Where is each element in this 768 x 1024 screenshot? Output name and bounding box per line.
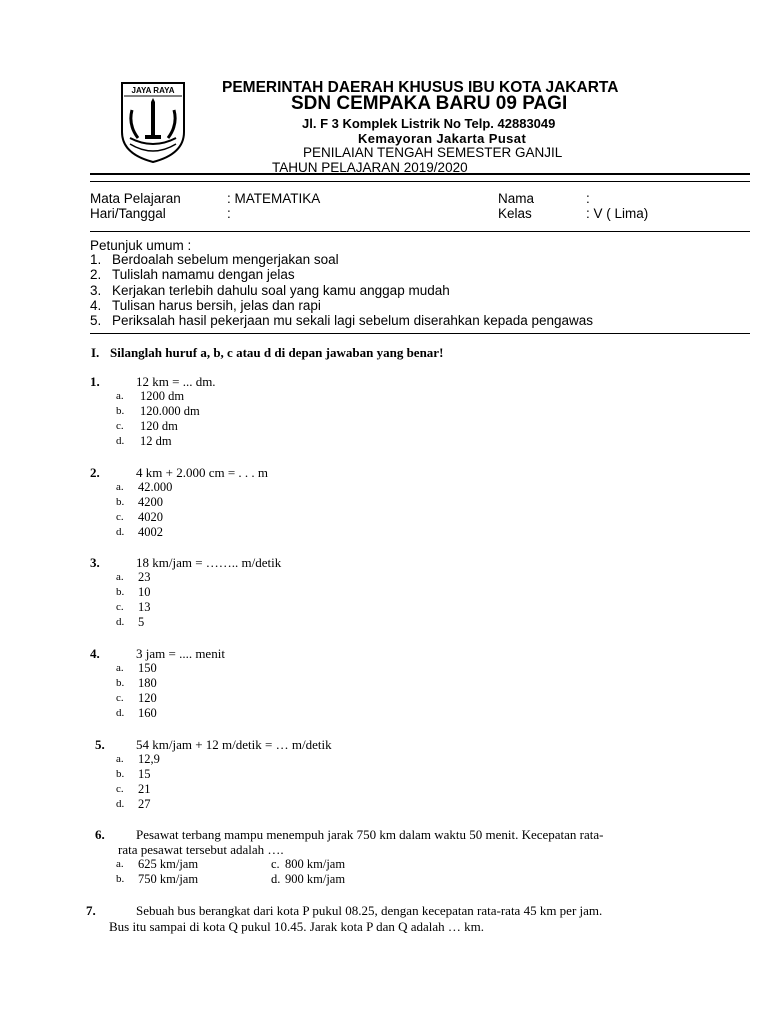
header-academic-year: TAHUN PELAJARAN 2019/2020 [272,160,468,172]
option-letter: b. [116,873,125,885]
date-label: Hari/Tanggal [90,206,166,221]
question-number: 7. [86,903,96,918]
option-letter: c. [116,692,124,704]
subject-value: : MATEMATIKA [227,191,321,206]
option-letter: a. [116,481,124,493]
option-text: 800 km/jam [285,857,346,871]
instruction-number: 3. [90,283,102,298]
option-text: 1200 dm [140,389,185,403]
class-label: Kelas [498,206,532,221]
question-text-continued: Bus itu sampai di kota Q pukul 10.45. Jarak kota P dan Q adalah … km. [109,919,485,934]
option-letter: d. [116,707,125,719]
instruction-item: Berdoalah sebelum mengerjakan soal [112,252,339,267]
question-text: 3 jam = .... menit [136,646,225,661]
question-text-continued: rata pesawat tersebut adalah …. [118,842,284,857]
question-text: 54 km/jam + 12 m/detik = … m/detik [136,737,332,752]
question-number: 6. [95,827,105,842]
instructions-bottom-rule [90,333,750,334]
option-text: 42.000 [138,480,173,494]
option-letter: b. [116,496,125,508]
option-letter: d. [116,798,125,810]
question-text: Pesawat terbang mampu menempuh jarak 750 km dalam waktu 50 menit. Kecepatan rata- [136,827,604,842]
instruction-number: 4. [90,298,102,313]
question-number: 2. [90,465,100,480]
header-divider [90,173,750,175]
option-letter: a. [116,753,124,765]
option-text: 750 km/jam [138,872,199,886]
instruction-item: Tulislah namamu dengan jelas [112,267,295,282]
name-label: Nama [498,191,535,206]
option-text: 21 [138,782,151,796]
question-number: 3. [90,555,100,570]
question-text: 12 km = ... dm. [136,374,216,389]
option-letter: b. [116,677,125,689]
jakarta-emblem-logo [118,80,188,164]
question-number: 1. [90,374,100,389]
date-value: : [227,206,231,221]
option-text: 27 [138,797,151,811]
option-text: 23 [138,570,151,584]
header-address: Jl. F 3 Komplek Listrik No Telp. 42883049 [302,116,556,131]
option-letter: d. [271,872,281,886]
option-letter: d. [116,616,125,628]
section-number: I. [91,345,100,360]
info-top-rule [90,181,750,182]
header-school-name: SDN CEMPAKA BARU 09 PAGI [291,93,568,114]
option-text: 15 [138,767,151,781]
option-letter: a. [116,390,124,402]
instruction-number: 1. [90,252,102,267]
option-text: 120 [138,691,157,705]
option-text: 120.000 dm [140,404,200,418]
option-letter: c. [116,511,124,523]
option-letter: d. [116,526,125,538]
option-letter: c. [116,783,124,795]
instruction-item: Periksalah hasil pekerjaan mu sekali lagi sebelum diserahkan kepada pengawas [112,313,594,328]
subject-label: Mata Pelajaran [90,191,181,206]
option-text: 4002 [138,525,163,539]
option-text: 5 [138,615,145,629]
instruction-number: 5. [90,313,102,328]
question-number: 5. [95,737,105,752]
class-value: : V ( Lima) [586,206,649,221]
instructions-title: Petunjuk umum : [90,238,192,253]
header-exam-title: PENILAIAN TENGAH SEMESTER GANJIL [303,145,563,160]
option-letter: c. [116,420,124,432]
question-number: 4. [90,646,100,661]
option-text: 120 dm [140,419,178,433]
option-text: 10 [138,585,151,599]
option-letter: b. [116,768,125,780]
option-text: 160 [138,706,157,720]
name-value: : [586,191,590,206]
option-text: 13 [138,600,151,614]
question-text: Sebuah bus berangkat dari kota P pukul 08.25, dengan kecepatan rata-rata 45 km per jam. [136,903,603,918]
option-letter: a. [116,662,124,674]
option-letter: b. [116,405,125,417]
option-text: 900 km/jam [285,872,346,886]
option-text: 12,9 [138,752,160,766]
option-text: 12 dm [140,434,172,448]
header-government-name: PEMERINTAH DAERAH KHUSUS IBU KOTA JAKARTA [222,79,619,96]
option-text: 625 km/jam [138,857,199,871]
question-text: 4 km + 2.000 cm = . . . m [136,465,269,480]
question-text: 18 km/jam = …….. m/detik [136,555,282,570]
option-letter: d. [116,435,125,447]
section-instruction: Silanglah huruf a, b, c atau d di depan jawaban yang benar! [110,345,444,360]
option-text: 4200 [138,495,163,509]
instruction-item: Tulisan harus bersih, jelas dan rapi [112,298,321,313]
option-text: 150 [138,661,157,675]
svg-text:JAYA RAYA: JAYA RAYA [131,86,175,95]
instruction-item: Kerjakan terlebih dahulu soal yang kamu anggap mudah [112,283,450,298]
option-letter: a. [116,571,124,583]
option-letter: b. [116,586,125,598]
header-city: Kemayoran Jakarta Pusat [358,131,527,146]
option-letter: a. [116,858,124,870]
option-letter: c. [116,601,124,613]
option-letter: c. [271,857,280,871]
instruction-number: 2. [90,267,102,282]
info-bottom-rule [90,231,750,232]
option-text: 4020 [138,510,163,524]
option-text: 180 [138,676,157,690]
